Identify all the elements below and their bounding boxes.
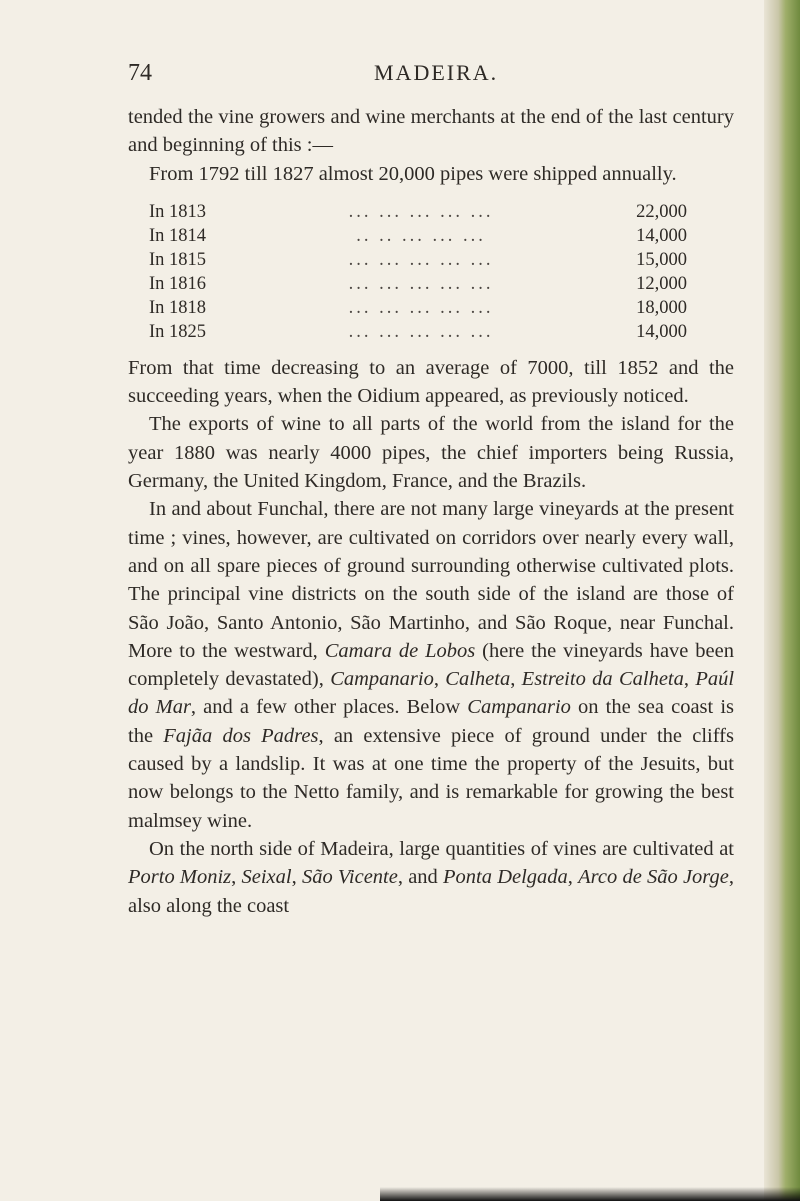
place-name: São Vicente <box>301 866 398 889</box>
text-span: , <box>683 668 696 691</box>
table-year: In 1813 <box>149 201 207 222</box>
text-span: on the sea coast is the <box>128 696 735 747</box>
running-head: MADEIRA. <box>374 60 499 85</box>
text-span: , <box>567 866 579 889</box>
table-leader: ... ... ... ... ... <box>348 297 494 318</box>
page-edge <box>764 0 800 1201</box>
table-leader: ... ... ... ... ... <box>348 273 494 294</box>
table-row <box>149 200 687 224</box>
text-span: In and about Funchal, there are not many large vineyards at the present time ; vines, however, are cultivated on corridors over nearly every wall, and on all spare pieces of ground surrounding otherwise cultivated plots. The principal vine districts on the south side of the island are those of São João, Santo Antonio, São Martinho, and São Roque, near Funchal. More to the westward, <box>128 498 734 662</box>
table-pipes: 14,000 <box>636 321 687 342</box>
table-pipes: 22,000 <box>636 201 687 222</box>
text-span: , <box>231 866 242 889</box>
page-number: 74 <box>128 60 152 86</box>
table-year: In 1814 <box>149 225 207 246</box>
table-pipes: 18,000 <box>636 297 687 318</box>
place-name: Paúl do Mar <box>128 668 735 719</box>
table-year: In 1815 <box>149 249 207 270</box>
text-span: , also along the coast <box>128 866 735 917</box>
table-row <box>149 224 687 248</box>
table-leader: .. .. ... ... ... <box>356 225 486 246</box>
place-name: Arco de São Jorge <box>578 866 729 889</box>
text-span: , <box>510 668 522 691</box>
north-side-paragraph <box>128 835 734 920</box>
table-leader: ... ... ... ... ... <box>348 201 494 222</box>
table-pipes: 12,000 <box>636 273 687 294</box>
page-bottom-shadow <box>380 1187 800 1201</box>
page-header <box>128 60 728 94</box>
funchal-paragraph <box>128 495 734 835</box>
place-name: Campanario <box>330 668 434 691</box>
text-span: , <box>433 668 446 691</box>
text-span: On the north side of Madeira, large quantities of vines are cultivated at <box>149 837 734 860</box>
intro-paragraph: tended the vine growers and wine merchants at the end of the last century and beginning of this :— <box>128 106 734 157</box>
place-name: Camara de Lobos <box>324 639 476 662</box>
exports-1880-paragraph: The exports of wine to all parts of the world from the island for the year 1880 was nearly 4000 pipes, the chief importers being Russia, Germany, the United Kingdom, France, and the Brazils. <box>128 413 734 493</box>
decline-paragraph: From that time decreasing to an average of 7000, till 1852 and the succeeding years, when the Oidium appeared, as previously noticed. <box>128 356 734 408</box>
table-pipes: 14,000 <box>636 225 687 246</box>
table-year: In 1816 <box>149 273 207 294</box>
text-span: , <box>291 866 302 889</box>
table-row <box>149 248 687 272</box>
place-name: Estreito da Calheta <box>521 668 684 691</box>
text-span: , an extensive piece of ground under the cliffs caused by a landslip. It was at one time the property of the Jesuits, but now belongs to the Netto family, and is remarkable for growing the best malmsey wine. <box>128 724 734 832</box>
table-leader: ... ... ... ... ... <box>348 321 494 342</box>
table-year: In 1818 <box>149 297 207 318</box>
place-name: Campanario <box>467 696 571 719</box>
text-span: (here the vineyards have been completely devastated), <box>128 639 734 691</box>
exports-table <box>149 200 687 344</box>
table-row <box>149 320 687 344</box>
table-leader: ... ... ... ... ... <box>348 249 494 270</box>
table-row <box>149 272 687 296</box>
shipping-paragraph: From 1792 till 1827 almost 20,000 pipes were shipped annually. <box>149 162 677 185</box>
place-name: Seixal <box>241 866 292 889</box>
place-name: Ponta Delgada <box>443 866 568 889</box>
place-name: Calheta <box>445 668 511 691</box>
table-year: In 1825 <box>149 321 207 342</box>
text-span: , and <box>397 866 444 889</box>
table-pipes: 15,000 <box>636 249 687 270</box>
place-name: Porto Moniz <box>128 866 232 889</box>
place-name: Fajãa dos Padres <box>163 724 319 747</box>
text-span: , and a few other places. Below <box>190 696 468 719</box>
body-text <box>128 103 734 920</box>
table-row <box>149 296 687 320</box>
